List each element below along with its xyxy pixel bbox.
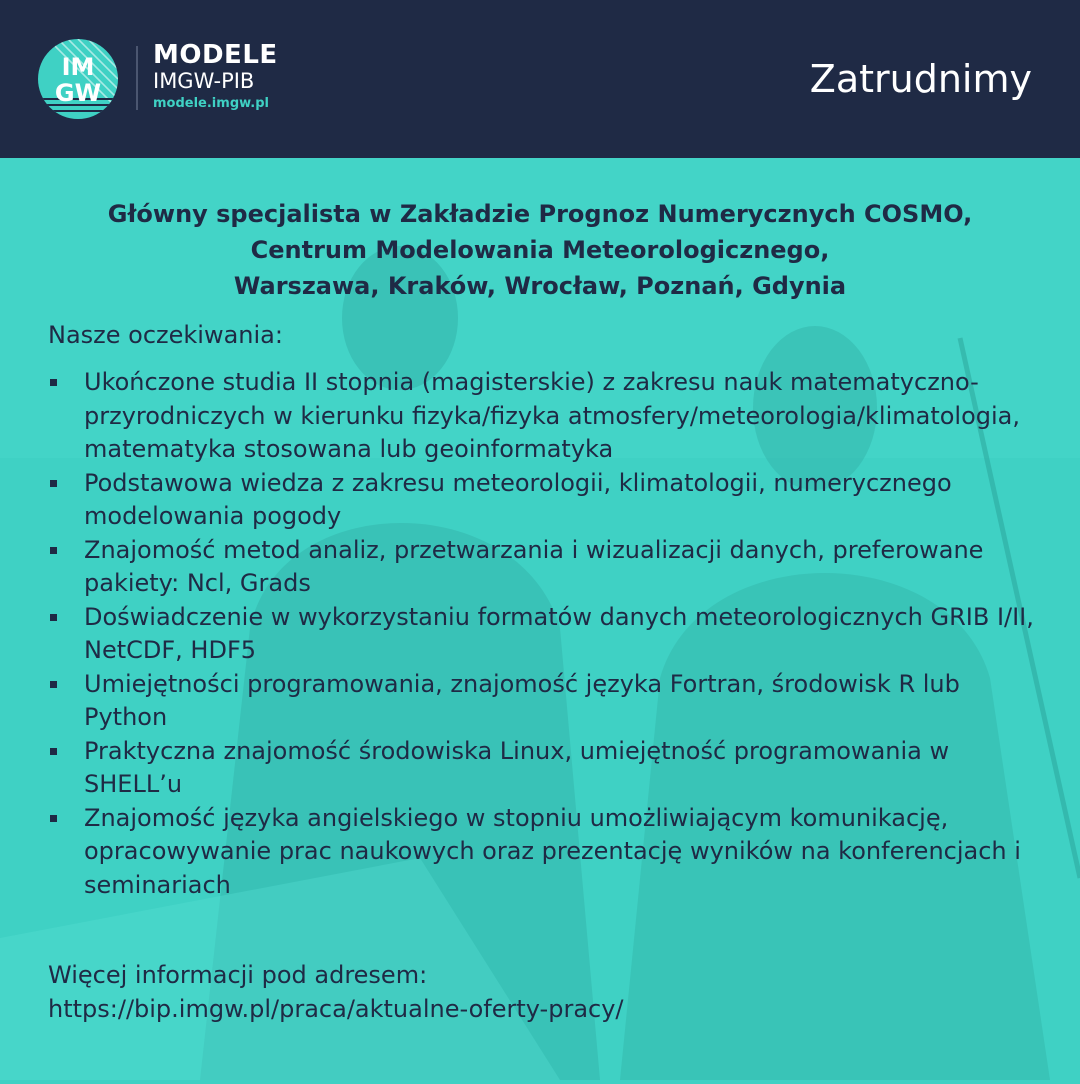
requirement-item: Doświadczenie w wykorzystaniu formatów danych meteorologicznych GRIB I/II, NetCDF, HDF5 [48,601,1038,668]
job-title-line: Główny specjalista w Zakładzie Prognoz Numerycznych COSMO, [107,200,973,228]
requirement-item: Ukończone studia II stopnia (magisterskie) z zakresu nauk matematyczno-przyrodniczych w kierunku fizyka/fizyka atmosfery/meteorologia/klimatologia, matematyka stosowana lub geoinformatyka [48,366,1038,467]
requirements-list [48,366,1038,902]
brand-subname: IMGW-PIB [153,69,255,93]
requirement-item: Umiejętności programowania, znajomość języka Fortran, środowisk R lub Python [48,668,1038,735]
requirement-item: Znajomość języka angielskiego w stopniu umożliwiającym komunikację, opracowywanie prac naukowych oraz prezentację wyników na konferencjach i seminariach [48,802,1038,903]
requirement-item: Podstawowa wiedza z zakresu meteorologii, klimatologii, numerycznego modelowania pogody [48,467,1038,534]
requirement-item: Znajomość metod analiz, przetwarzania i wizualizacji danych, preferowane pakiety: Ncl, Grads [48,534,1038,601]
svg-text:GW: GW [54,79,102,107]
more-info [48,958,624,1026]
requirements-label: Nasze oczekiwania: [48,321,283,349]
more-info-url: https://bip.imgw.pl/praca/aktualne-oferty-pracy/ [48,995,624,1023]
page-title: Zatrudnimy [809,57,1032,101]
requirement-item: Praktyczna znajomość środowiska Linux, umiejętność programowania w SHELL’u [48,735,1038,802]
content-area [0,158,1080,1080]
job-title-line: Centrum Modelowania Meteorologicznego, [250,236,830,264]
header-bar [0,0,1080,158]
svg-text:IM: IM [61,53,95,81]
job-title [40,196,1040,304]
imgw-logo-icon [38,39,118,119]
more-info-label: Więcej informacji pod adresem: [48,961,428,989]
logo-divider [136,46,138,110]
brand-url: modele.imgw.pl [153,96,269,111]
job-title-line: Warszawa, Kraków, Wrocław, Poznań, Gdynia [233,272,847,300]
brand-name: MODELE [153,40,278,70]
